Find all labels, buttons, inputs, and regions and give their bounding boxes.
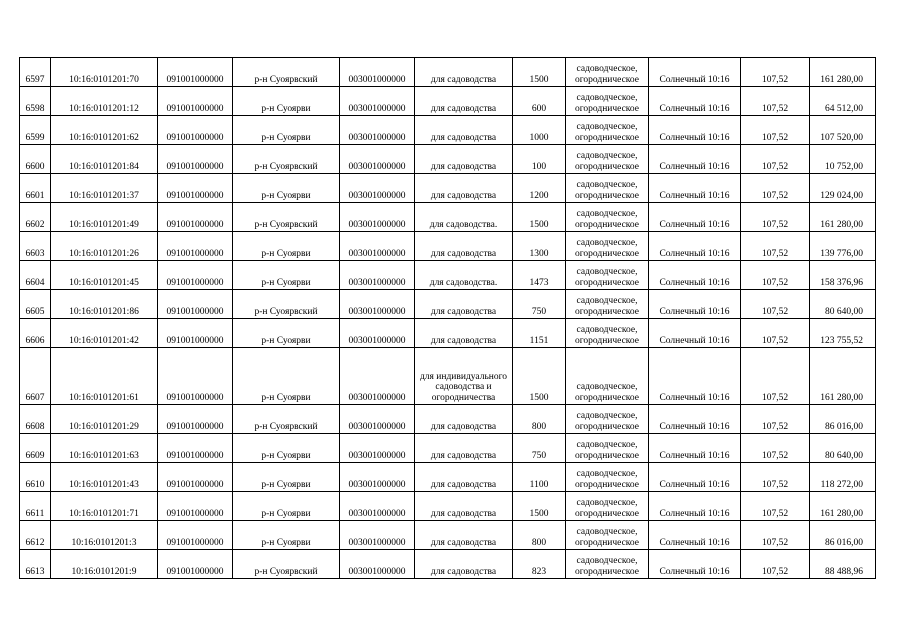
- specific-value-cell: 107,52: [741, 492, 810, 521]
- cadastral-number-cell: 10:16:0101201:63: [51, 434, 158, 463]
- row-number-cell: 6604: [20, 261, 51, 290]
- permitted-use-cell: для садоводства: [415, 319, 513, 348]
- permitted-use-cell: для садоводства.: [415, 203, 513, 232]
- permitted-use-cell: для садоводства: [415, 434, 513, 463]
- cadastral-number-cell: 10:16:0101201:61: [51, 348, 158, 405]
- cadastral-number-cell: 10:16:0101201:84: [51, 145, 158, 174]
- category-code-cell: 003001000000: [340, 434, 415, 463]
- permitted-use-cell: для садоводства.: [415, 261, 513, 290]
- district-name-cell: р-н Суоярвский: [233, 203, 340, 232]
- okato-code-cell: 091001000000: [158, 145, 233, 174]
- specific-value-cell: 107,52: [741, 434, 810, 463]
- cadastral-number-cell: 10:16:0101201:9: [51, 550, 158, 579]
- plot-area-cell: 823: [513, 550, 566, 579]
- land-use-type-cell: садоводческое, огородническое: [566, 521, 649, 550]
- land-plots-table: [19, 57, 876, 579]
- permitted-use-cell: для садоводства: [415, 58, 513, 87]
- land-use-type-cell: садоводческое, огородническое: [566, 463, 649, 492]
- district-name-cell: р-н Суоярви: [233, 463, 340, 492]
- category-code-cell: 003001000000: [340, 174, 415, 203]
- category-code-cell: 003001000000: [340, 116, 415, 145]
- specific-value-cell: 107,52: [741, 405, 810, 434]
- table-row: [20, 232, 876, 261]
- district-name-cell: р-н Суоярвский: [233, 145, 340, 174]
- cadastral-number-cell: 10:16:0101201:86: [51, 290, 158, 319]
- table-row: [20, 58, 876, 87]
- category-code-cell: 003001000000: [340, 145, 415, 174]
- permitted-use-cell: для садоводства: [415, 492, 513, 521]
- district-name-cell: р-н Суоярви: [233, 261, 340, 290]
- table-body: [20, 58, 876, 579]
- cadastral-value-cell: 80 640,00: [810, 290, 876, 319]
- land-use-type-cell: садоводческое, огородническое: [566, 58, 649, 87]
- category-code-cell: 003001000000: [340, 261, 415, 290]
- table-row: [20, 550, 876, 579]
- plot-area-cell: 100: [513, 145, 566, 174]
- cadastral-value-cell: 158 376,96: [810, 261, 876, 290]
- permitted-use-cell: для садоводства: [415, 550, 513, 579]
- okato-code-cell: 091001000000: [158, 174, 233, 203]
- row-number-cell: 6600: [20, 145, 51, 174]
- table-row: [20, 145, 876, 174]
- land-use-type-cell: садоводческое, огородническое: [566, 174, 649, 203]
- row-number-cell: 6605: [20, 290, 51, 319]
- plot-area-cell: 750: [513, 434, 566, 463]
- table-row: [20, 348, 876, 405]
- okato-code-cell: 091001000000: [158, 405, 233, 434]
- row-number-cell: 6599: [20, 116, 51, 145]
- okato-code-cell: 091001000000: [158, 116, 233, 145]
- land-use-type-cell: садоводческое, огородническое: [566, 319, 649, 348]
- cadastral-number-cell: 10:16:0101201:49: [51, 203, 158, 232]
- cadastral-quarter-cell: Солнечный 10:16: [649, 521, 741, 550]
- cadastral-quarter-cell: Солнечный 10:16: [649, 434, 741, 463]
- okato-code-cell: 091001000000: [158, 492, 233, 521]
- category-code-cell: 003001000000: [340, 348, 415, 405]
- permitted-use-cell: для садоводства: [415, 116, 513, 145]
- permitted-use-cell: для садоводства: [415, 232, 513, 261]
- row-number-cell: 6601: [20, 174, 51, 203]
- permitted-use-cell: для садоводства: [415, 463, 513, 492]
- cadastral-number-cell: 10:16:0101201:43: [51, 463, 158, 492]
- plot-area-cell: 800: [513, 405, 566, 434]
- row-number-cell: 6613: [20, 550, 51, 579]
- cadastral-number-cell: 10:16:0101201:70: [51, 58, 158, 87]
- land-use-type-cell: садоводческое, огородническое: [566, 261, 649, 290]
- category-code-cell: 003001000000: [340, 550, 415, 579]
- permitted-use-cell: для садоводства: [415, 174, 513, 203]
- table-row: [20, 463, 876, 492]
- okato-code-cell: 091001000000: [158, 319, 233, 348]
- cadastral-quarter-cell: Солнечный 10:16: [649, 492, 741, 521]
- cadastral-value-cell: 80 640,00: [810, 434, 876, 463]
- table-row: [20, 521, 876, 550]
- category-code-cell: 003001000000: [340, 492, 415, 521]
- land-use-type-cell: садоводческое, огородническое: [566, 434, 649, 463]
- table-row: [20, 434, 876, 463]
- plot-area-cell: 800: [513, 521, 566, 550]
- cadastral-quarter-cell: Солнечный 10:16: [649, 290, 741, 319]
- cadastral-number-cell: 10:16:0101201:62: [51, 116, 158, 145]
- okato-code-cell: 091001000000: [158, 463, 233, 492]
- cadastral-number-cell: 10:16:0101201:37: [51, 174, 158, 203]
- cadastral-quarter-cell: Солнечный 10:16: [649, 348, 741, 405]
- cadastral-value-cell: 123 755,52: [810, 319, 876, 348]
- category-code-cell: 003001000000: [340, 463, 415, 492]
- district-name-cell: р-н Суоярви: [233, 521, 340, 550]
- okato-code-cell: 091001000000: [158, 87, 233, 116]
- district-name-cell: р-н Суоярви: [233, 87, 340, 116]
- table-row: [20, 116, 876, 145]
- cadastral-value-cell: 161 280,00: [810, 348, 876, 405]
- cadastral-value-cell: 86 016,00: [810, 405, 876, 434]
- specific-value-cell: 107,52: [741, 521, 810, 550]
- plot-area-cell: 600: [513, 87, 566, 116]
- row-number-cell: 6603: [20, 232, 51, 261]
- table-row: [20, 203, 876, 232]
- row-number-cell: 6610: [20, 463, 51, 492]
- cadastral-number-cell: 10:16:0101201:71: [51, 492, 158, 521]
- cadastral-number-cell: 10:16:0101201:42: [51, 319, 158, 348]
- okato-code-cell: 091001000000: [158, 521, 233, 550]
- cadastral-number-cell: 10:16:0101201:45: [51, 261, 158, 290]
- specific-value-cell: 107,52: [741, 58, 810, 87]
- okato-code-cell: 091001000000: [158, 58, 233, 87]
- specific-value-cell: 107,52: [741, 348, 810, 405]
- cadastral-number-cell: 10:16:0101201:3: [51, 521, 158, 550]
- permitted-use-cell: для индивидуального садоводства и огородничества: [415, 348, 513, 405]
- okato-code-cell: 091001000000: [158, 434, 233, 463]
- cadastral-value-cell: 86 016,00: [810, 521, 876, 550]
- plot-area-cell: 1500: [513, 348, 566, 405]
- cadastral-quarter-cell: Солнечный 10:16: [649, 463, 741, 492]
- row-number-cell: 6609: [20, 434, 51, 463]
- land-use-type-cell: садоводческое, огородническое: [566, 405, 649, 434]
- category-code-cell: 003001000000: [340, 232, 415, 261]
- plot-area-cell: 1500: [513, 58, 566, 87]
- okato-code-cell: 091001000000: [158, 550, 233, 579]
- specific-value-cell: 107,52: [741, 463, 810, 492]
- specific-value-cell: 107,52: [741, 87, 810, 116]
- plot-area-cell: 1100: [513, 463, 566, 492]
- land-use-type-cell: садоводческое, огородническое: [566, 348, 649, 405]
- district-name-cell: р-н Суоярвский: [233, 405, 340, 434]
- permitted-use-cell: для садоводства: [415, 87, 513, 116]
- cadastral-value-cell: 10 752,00: [810, 145, 876, 174]
- category-code-cell: 003001000000: [340, 290, 415, 319]
- specific-value-cell: 107,52: [741, 319, 810, 348]
- table-row: [20, 87, 876, 116]
- table-row: [20, 290, 876, 319]
- district-name-cell: р-н Суоярви: [233, 319, 340, 348]
- land-use-type-cell: садоводческое, огородническое: [566, 290, 649, 319]
- land-use-type-cell: садоводческое, огородническое: [566, 87, 649, 116]
- land-use-type-cell: садоводческое, огородническое: [566, 203, 649, 232]
- row-number-cell: 6611: [20, 492, 51, 521]
- cadastral-quarter-cell: Солнечный 10:16: [649, 58, 741, 87]
- cadastral-number-cell: 10:16:0101201:12: [51, 87, 158, 116]
- specific-value-cell: 107,52: [741, 261, 810, 290]
- district-name-cell: р-н Суоярви: [233, 174, 340, 203]
- district-name-cell: р-н Суоярвский: [233, 58, 340, 87]
- cadastral-value-cell: 129 024,00: [810, 174, 876, 203]
- specific-value-cell: 107,52: [741, 203, 810, 232]
- permitted-use-cell: для садоводства: [415, 290, 513, 319]
- district-name-cell: р-н Суоярви: [233, 492, 340, 521]
- cadastral-value-cell: 139 776,00: [810, 232, 876, 261]
- cadastral-value-cell: 64 512,00: [810, 87, 876, 116]
- row-number-cell: 6607: [20, 348, 51, 405]
- row-number-cell: 6598: [20, 87, 51, 116]
- permitted-use-cell: для садоводства: [415, 405, 513, 434]
- cadastral-quarter-cell: Солнечный 10:16: [649, 145, 741, 174]
- land-use-type-cell: садоводческое, огородническое: [566, 492, 649, 521]
- table-row: [20, 174, 876, 203]
- okato-code-cell: 091001000000: [158, 203, 233, 232]
- cadastral-quarter-cell: Солнечный 10:16: [649, 174, 741, 203]
- district-name-cell: р-н Суоярви: [233, 116, 340, 145]
- plot-area-cell: 1473: [513, 261, 566, 290]
- cadastral-value-cell: 161 280,00: [810, 203, 876, 232]
- category-code-cell: 003001000000: [340, 87, 415, 116]
- cadastral-value-cell: 161 280,00: [810, 58, 876, 87]
- table-row: [20, 261, 876, 290]
- cadastral-quarter-cell: Солнечный 10:16: [649, 261, 741, 290]
- category-code-cell: 003001000000: [340, 521, 415, 550]
- row-number-cell: 6612: [20, 521, 51, 550]
- district-name-cell: р-н Суоярви: [233, 232, 340, 261]
- specific-value-cell: 107,52: [741, 550, 810, 579]
- district-name-cell: р-н Суоярвский: [233, 550, 340, 579]
- category-code-cell: 003001000000: [340, 319, 415, 348]
- plot-area-cell: 1200: [513, 174, 566, 203]
- cadastral-value-cell: 118 272,00: [810, 463, 876, 492]
- cadastral-value-cell: 107 520,00: [810, 116, 876, 145]
- plot-area-cell: 1500: [513, 203, 566, 232]
- specific-value-cell: 107,52: [741, 116, 810, 145]
- land-use-type-cell: садоводческое, огородническое: [566, 550, 649, 579]
- okato-code-cell: 091001000000: [158, 232, 233, 261]
- district-name-cell: р-н Суоярви: [233, 434, 340, 463]
- table-row: [20, 492, 876, 521]
- specific-value-cell: 107,52: [741, 145, 810, 174]
- row-number-cell: 6606: [20, 319, 51, 348]
- okato-code-cell: 091001000000: [158, 290, 233, 319]
- district-name-cell: р-н Суоярви: [233, 348, 340, 405]
- specific-value-cell: 107,52: [741, 290, 810, 319]
- cadastral-number-cell: 10:16:0101201:26: [51, 232, 158, 261]
- okato-code-cell: 091001000000: [158, 261, 233, 290]
- land-use-type-cell: садоводческое, огородническое: [566, 116, 649, 145]
- plot-area-cell: 1300: [513, 232, 566, 261]
- land-use-type-cell: садоводческое, огородническое: [566, 145, 649, 174]
- table-row: [20, 405, 876, 434]
- row-number-cell: 6602: [20, 203, 51, 232]
- row-number-cell: 6597: [20, 58, 51, 87]
- plot-area-cell: 1151: [513, 319, 566, 348]
- cadastral-quarter-cell: Солнечный 10:16: [649, 550, 741, 579]
- category-code-cell: 003001000000: [340, 405, 415, 434]
- cadastral-number-cell: 10:16:0101201:29: [51, 405, 158, 434]
- table-row: [20, 319, 876, 348]
- permitted-use-cell: для садоводства: [415, 521, 513, 550]
- plot-area-cell: 1000: [513, 116, 566, 145]
- cadastral-quarter-cell: Солнечный 10:16: [649, 116, 741, 145]
- plot-area-cell: 750: [513, 290, 566, 319]
- category-code-cell: 003001000000: [340, 203, 415, 232]
- row-number-cell: 6608: [20, 405, 51, 434]
- specific-value-cell: 107,52: [741, 232, 810, 261]
- cadastral-quarter-cell: Солнечный 10:16: [649, 232, 741, 261]
- cadastral-value-cell: 161 280,00: [810, 492, 876, 521]
- cadastral-quarter-cell: Солнечный 10:16: [649, 319, 741, 348]
- district-name-cell: р-н Суоярвский: [233, 290, 340, 319]
- land-use-type-cell: садоводческое, огородническое: [566, 232, 649, 261]
- cadastral-value-cell: 88 488,96: [810, 550, 876, 579]
- plot-area-cell: 1500: [513, 492, 566, 521]
- specific-value-cell: 107,52: [741, 174, 810, 203]
- cadastral-quarter-cell: Солнечный 10:16: [649, 203, 741, 232]
- category-code-cell: 003001000000: [340, 58, 415, 87]
- permitted-use-cell: для садоводства: [415, 145, 513, 174]
- cadastral-quarter-cell: Солнечный 10:16: [649, 405, 741, 434]
- okato-code-cell: 091001000000: [158, 348, 233, 405]
- cadastral-quarter-cell: Солнечный 10:16: [649, 87, 741, 116]
